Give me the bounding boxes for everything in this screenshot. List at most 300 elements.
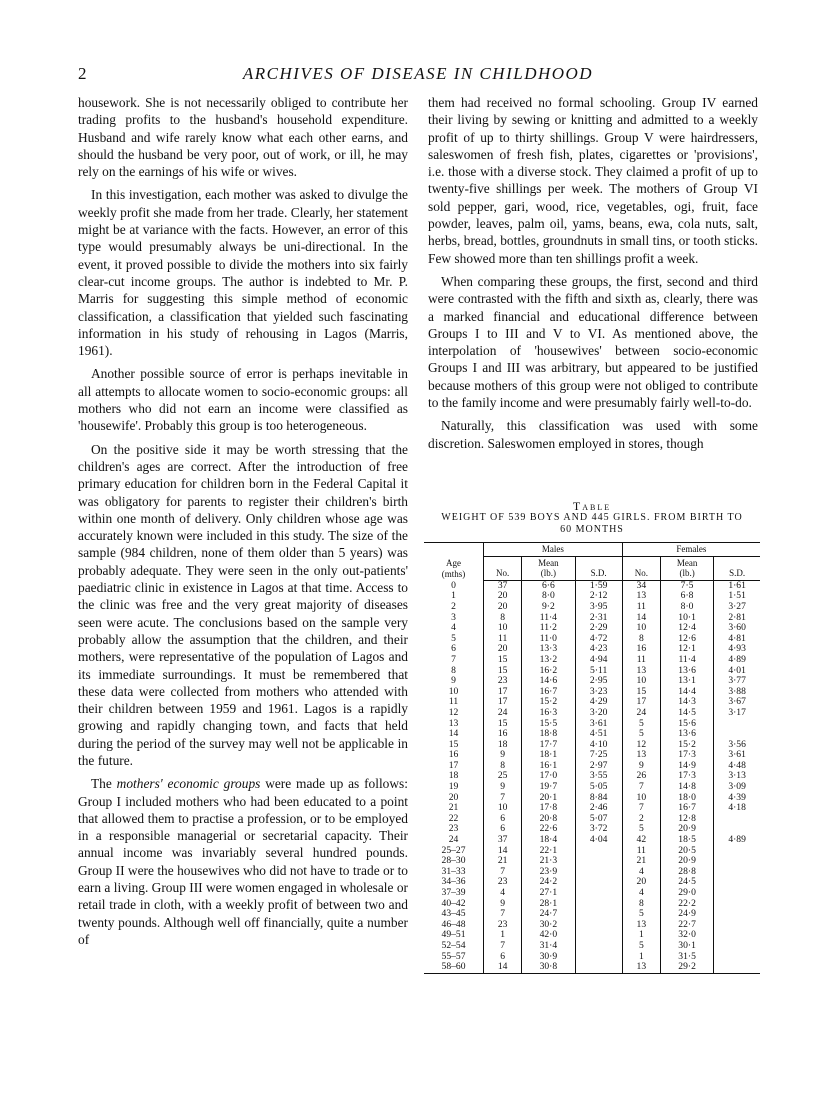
females-mean-cell: 24·9 <box>660 909 713 920</box>
females-no-cell: 7 <box>622 782 660 793</box>
males-mean-cell: 11·2 <box>522 623 575 634</box>
females-sd-cell: 4·01 <box>728 664 746 676</box>
males-sd-cell <box>575 962 622 973</box>
females-no-cell: 11 <box>622 846 660 857</box>
males-header: Males <box>484 543 623 557</box>
age-cell: 1 <box>424 591 484 602</box>
males-no-cell: 18 <box>484 740 522 751</box>
males-mean-cell: 11·0 <box>522 634 575 645</box>
age-cell: 11 <box>424 697 484 708</box>
males-mean-cell: 18·8 <box>522 729 575 740</box>
males-sd-cell: 4·72 <box>575 634 622 645</box>
males-no-cell: 11 <box>484 634 522 645</box>
females-mean-cell: 10·1 <box>660 613 713 624</box>
paragraph: Another possible source of error is perhaps inevitable in all attempts to allocate women to socio-economic groups: all mothers who did not earn an income were classified as 'housewife'. Probably this group is too heterogeneous. <box>78 366 408 434</box>
males-mean-cell: 28·1 <box>522 899 575 910</box>
females-sd-cell <box>714 846 760 857</box>
females-mean-cell: 13·1 <box>660 676 713 687</box>
females-no-cell: 13 <box>622 591 660 602</box>
females-mean-cell: 22·7 <box>660 920 713 931</box>
males-no-cell: 14 <box>484 962 522 973</box>
females-no-cell: 9 <box>622 761 660 772</box>
females-mean-cell: 12·1 <box>660 644 713 655</box>
paragraph <box>78 775 408 948</box>
table-row <box>424 655 760 666</box>
females-mean-cell: 18·0 <box>660 793 713 804</box>
females-no-cell: 15 <box>622 687 660 698</box>
table-row <box>424 930 760 941</box>
females-mean-cell: 17·3 <box>660 771 713 782</box>
males-mean-cell: 15·2 <box>522 697 575 708</box>
females-no-cell: 24 <box>622 708 660 719</box>
males-mean-cell: 19·7 <box>522 782 575 793</box>
females-sd-cell <box>714 814 760 825</box>
males-sd-cell <box>575 846 622 857</box>
females-header: Females <box>622 543 760 557</box>
females-sd-cell: 3·13 <box>728 770 746 782</box>
males-no-cell: 21 <box>484 856 522 867</box>
females-mean-cell: 24·5 <box>660 877 713 888</box>
males-mean-cell: 9·2 <box>522 602 575 613</box>
males-no-cell: 10 <box>484 803 522 814</box>
females-no-cell: 1 <box>622 930 660 941</box>
males-no-cell: 23 <box>484 877 522 888</box>
males-mean-cell: 16·2 <box>522 666 575 677</box>
age-cell: 20 <box>424 793 484 804</box>
males-sd-cell <box>575 877 622 888</box>
males-no-cell: 20 <box>484 644 522 655</box>
males-no-cell: 6 <box>484 814 522 825</box>
table-row <box>424 909 760 920</box>
females-sd-cell <box>714 952 760 963</box>
paragraph: them had received no formal schooling. Group IV earned their living by sewing or knitting and admitted to a weekly profit of up to thirty shillings. Group V were hairdressers, saleswomen of fresh fish, plates, cigarettes or 'provisions', i.e. those with a diverse stock. They claimed a profit of up to twenty-five shillings per week. The mothers of Group VI sold pepper, gari, wood, rice, vegetables, ogi, fruit, face powder, leaves, palm oil, yams, beans, ewa, cola nuts, salt, herbs, bread, bottles, groundnuts in small tins, or tooth sticks. Few showed more than ten shillings profit a week. <box>428 95 758 266</box>
males-no-cell: 15 <box>484 719 522 730</box>
age-cell: 34–36 <box>424 877 484 888</box>
males-sd-cell: 3·95 <box>575 602 622 613</box>
age-cell: 7 <box>424 655 484 666</box>
females-no-cell: 10 <box>622 793 660 804</box>
age-cell: 0 <box>424 580 484 591</box>
table-label: Table <box>572 499 612 513</box>
males-sd-cell: 2·97 <box>575 761 622 772</box>
females-mean-cell: 17·3 <box>660 750 713 761</box>
table-caption-line2: 60 MONTHS <box>560 524 624 535</box>
table-row <box>424 877 760 888</box>
page-header <box>78 64 758 88</box>
males-no-cell: 9 <box>484 899 522 910</box>
table-body <box>424 580 760 973</box>
males-mean-cell: 30·8 <box>522 962 575 973</box>
females-sd-cell: 4·89 <box>728 653 746 665</box>
females-mean-cell: 32·0 <box>660 930 713 941</box>
age-cell: 13 <box>424 719 484 730</box>
females-mean-cell: 20·9 <box>660 824 713 835</box>
males-no-cell: 14 <box>484 846 522 857</box>
age-cell: 15 <box>424 740 484 751</box>
females-no-cell: 5 <box>622 719 660 730</box>
age-cell: 40–42 <box>424 899 484 910</box>
females-mean-cell: 28·8 <box>660 867 713 878</box>
males-mean-cell: 16·7 <box>522 687 575 698</box>
females-sd-cell <box>714 867 760 878</box>
females-no-cell: 8 <box>622 634 660 645</box>
table-row <box>424 920 760 931</box>
age-cell: 24 <box>424 835 484 846</box>
males-sd-cell: 3·20 <box>575 708 622 719</box>
age-header <box>424 543 484 581</box>
females-sd-cell: 3·61 <box>728 749 746 761</box>
females-mean-cell: 12·4 <box>660 623 713 634</box>
females-mean-cell: 20·5 <box>660 846 713 857</box>
males-mean-cell: 13·3 <box>522 644 575 655</box>
males-no-cell: 37 <box>484 835 522 846</box>
females-no-cell: 13 <box>622 750 660 761</box>
males-no-cell: 6 <box>484 824 522 835</box>
females-sd-cell: 3·67 <box>728 696 746 708</box>
females-no-cell: 26 <box>622 771 660 782</box>
males-no-cell: 7 <box>484 909 522 920</box>
females-no-cell: 11 <box>622 602 660 613</box>
females-sd-cell <box>714 856 760 867</box>
females-no-cell: 11 <box>622 655 660 666</box>
males-sd-cell <box>575 888 622 899</box>
females-sd-cell: 1·61 <box>728 579 746 591</box>
females-sd-cell: 3·09 <box>728 781 746 793</box>
males-no-cell: 37 <box>484 580 522 591</box>
table-caption-line1: WEIGHT OF 539 BOYS AND 445 GIRLS. FROM BIRTH TO <box>441 512 743 523</box>
females-no-cell: 21 <box>622 856 660 867</box>
males-no-cell: 15 <box>484 655 522 666</box>
males-mean-cell: 22·1 <box>522 846 575 857</box>
females-no-cell: 1 <box>622 952 660 963</box>
males-mean-cell: 30·9 <box>522 952 575 963</box>
males-no-cell: 9 <box>484 750 522 761</box>
males-mean-cell: 20·1 <box>522 793 575 804</box>
females-mean-cell: 12·6 <box>660 634 713 645</box>
table-row <box>424 867 760 878</box>
paragraph: housework. She is not necessarily obliged to contribute her trading profits to the husband's household expenditure. Husband and wife rarely know what each other earns, and should the husband be very poor, out of work, or ill, he may rely on the earnings of his wife or wives. <box>78 95 408 180</box>
males-sd-cell <box>575 930 622 941</box>
males-no-cell: 1 <box>484 930 522 941</box>
age-cell: 21 <box>424 803 484 814</box>
males-sd-cell: 2·31 <box>575 613 622 624</box>
right-column <box>428 94 758 458</box>
males-no-cell: 9 <box>484 782 522 793</box>
females-sd-header: S.D. <box>714 556 760 580</box>
females-mean-cell: 29·0 <box>660 888 713 899</box>
females-mean-cell: 31·5 <box>660 952 713 963</box>
females-no-cell: 5 <box>622 729 660 740</box>
females-mean-cell: 16·7 <box>660 803 713 814</box>
males-no-cell: 23 <box>484 920 522 931</box>
age-cell: 25–27 <box>424 846 484 857</box>
males-mean-cell: 18·4 <box>522 835 575 846</box>
males-mean-cell: 31·4 <box>522 941 575 952</box>
females-mean-cell: 7·5 <box>660 580 713 591</box>
males-sd-cell: 3·61 <box>575 719 622 730</box>
females-mean-cell: 14·5 <box>660 708 713 719</box>
males-no-cell: 17 <box>484 697 522 708</box>
males-sd-cell: 1·59 <box>575 580 622 591</box>
males-sd-cell: 5·05 <box>575 782 622 793</box>
males-sd-header: S.D. <box>575 556 622 580</box>
paragraph: On the positive side it may be worth stressing that the children's ages are correct. After the introduction of free primary education for children born in the Federal Capital it was obligatory for parents to register their children's birth within one month of delivery. Only children whose age was accurately known were included in this study. The size of the sample (984 children, none of them older than 5 years) was probably adequate. They were seen in the only out-patients' paediatric clinic in existence in Lagos at that time. Access to the clinic was free and the very great majority of diseases seen were acute. The conclusions based on the sample very probably allow the assumption that the children, and their mothers, were representative of the population of Lagos and its immediate surroundings. It must be remembered that these data were collected from mothers who attended with their children between 1959 and 1961. Lagos is a rapidly growing and rapidly changing town, and facts that held during the period of the survey may well not be applicable in the future. <box>78 441 408 768</box>
table-row <box>424 962 760 973</box>
journal-title: ARCHIVES OF DISEASE IN CHILDHOOD <box>242 64 594 83</box>
males-sd-cell: 4·23 <box>575 644 622 655</box>
males-sd-cell: 2·95 <box>575 676 622 687</box>
paragraph-lead: The <box>91 776 117 792</box>
females-mean-cell: 12·8 <box>660 814 713 825</box>
age-cell: 23 <box>424 824 484 835</box>
table-row <box>424 888 760 899</box>
females-sd-cell: 3·77 <box>728 675 746 687</box>
age-cell: 2 <box>424 602 484 613</box>
mean-unit: (lb.) <box>679 568 695 579</box>
females-mean-cell: 14·9 <box>660 761 713 772</box>
table-row <box>424 856 760 867</box>
age-cell: 12 <box>424 708 484 719</box>
age-header-label: Age <box>446 558 462 569</box>
males-no-cell: 25 <box>484 771 522 782</box>
females-mean-cell: 13·6 <box>660 729 713 740</box>
females-mean-cell: 14·8 <box>660 782 713 793</box>
age-cell: 3 <box>424 613 484 624</box>
weight-table <box>424 500 760 974</box>
males-no-cell: 8 <box>484 761 522 772</box>
age-cell: 14 <box>424 729 484 740</box>
males-sd-cell <box>575 909 622 920</box>
age-cell: 58–60 <box>424 962 484 973</box>
table-row <box>424 846 760 857</box>
females-no-cell: 2 <box>622 814 660 825</box>
males-sd-cell: 5·07 <box>575 814 622 825</box>
males-no-cell: 7 <box>484 941 522 952</box>
paragraph-italic: mothers' economic groups <box>116 776 261 792</box>
age-cell: 10 <box>424 687 484 698</box>
males-sd-cell <box>575 952 622 963</box>
left-column <box>78 94 408 954</box>
females-mean-cell: 18·5 <box>660 835 713 846</box>
males-mean-cell: 14·6 <box>522 676 575 687</box>
males-sd-cell <box>575 899 622 910</box>
age-cell: 4 <box>424 623 484 634</box>
males-mean-cell: 17·8 <box>522 803 575 814</box>
females-no-cell: 20 <box>622 877 660 888</box>
females-sd-cell: 4·81 <box>728 632 746 644</box>
males-no-cell: 20 <box>484 602 522 613</box>
males-sd-cell: 2·29 <box>575 623 622 634</box>
females-no-cell: 13 <box>622 962 660 973</box>
males-sd-cell: 4·51 <box>575 729 622 740</box>
females-no-cell: 34 <box>622 580 660 591</box>
males-sd-cell <box>575 920 622 931</box>
age-cell: 5 <box>424 634 484 645</box>
females-sd-cell <box>714 719 760 730</box>
females-no-cell: 17 <box>622 697 660 708</box>
males-sd-cell: 4·10 <box>575 740 622 751</box>
age-cell: 22 <box>424 814 484 825</box>
males-mean-cell: 13·2 <box>522 655 575 666</box>
males-sd-cell: 4·04 <box>575 835 622 846</box>
males-mean-cell: 24·2 <box>522 877 575 888</box>
females-sd-cell: 4·89 <box>728 834 746 846</box>
males-mean-cell: 17·0 <box>522 771 575 782</box>
females-sd-cell <box>714 909 760 920</box>
page-number: 2 <box>78 64 87 83</box>
males-sd-cell: 2·12 <box>575 591 622 602</box>
females-no-cell: 7 <box>622 803 660 814</box>
males-mean-cell: 30·2 <box>522 920 575 931</box>
males-no-cell: 23 <box>484 676 522 687</box>
males-mean-cell: 17·7 <box>522 740 575 751</box>
females-sd-cell: 3·56 <box>728 738 746 750</box>
females-no-cell: 5 <box>622 941 660 952</box>
males-no-cell: 10 <box>484 623 522 634</box>
paragraph: When comparing these groups, the first, second and third were contrasted with the fifth and sixth as, clearly, there was a marked financial and educational difference between Groups I to III and V to VI. As mentioned above, the interpolation of 'housewives' between socio-economic Groups I and III was arbitrary, but appeared to be justified because mothers of this group were not obliged to contribute to the family income and were presumably fairly well-to-do. <box>428 273 758 411</box>
females-mean-cell: 15·2 <box>660 740 713 751</box>
males-mean-cell: 23·9 <box>522 867 575 878</box>
males-mean-header <box>522 556 575 580</box>
females-no-cell: 13 <box>622 920 660 931</box>
males-sd-cell: 4·94 <box>575 655 622 666</box>
males-no-cell: 8 <box>484 613 522 624</box>
table-row <box>424 899 760 910</box>
females-no-cell: 5 <box>622 824 660 835</box>
age-cell: 28–30 <box>424 856 484 867</box>
females-sd-cell: 3·60 <box>728 622 746 634</box>
males-sd-cell: 4·29 <box>575 697 622 708</box>
males-mean-cell: 42·0 <box>522 930 575 941</box>
table-row <box>424 941 760 952</box>
females-no-cell: 4 <box>622 867 660 878</box>
females-no-cell: 10 <box>622 676 660 687</box>
males-mean-cell: 27·1 <box>522 888 575 899</box>
females-mean-cell: 8·0 <box>660 602 713 613</box>
age-cell: 17 <box>424 761 484 772</box>
males-mean-cell: 24·7 <box>522 909 575 920</box>
table-caption <box>424 500 760 536</box>
males-mean-cell: 16·3 <box>522 708 575 719</box>
age-cell: 52–54 <box>424 941 484 952</box>
females-sd-cell <box>714 930 760 941</box>
mean-unit: (lb.) <box>540 568 556 579</box>
males-sd-cell: 7·25 <box>575 750 622 761</box>
females-no-cell: 12 <box>622 740 660 751</box>
age-cell: 49–51 <box>424 930 484 941</box>
females-no-cell: 13 <box>622 666 660 677</box>
males-sd-cell: 3·23 <box>575 687 622 698</box>
females-no-cell: 5 <box>622 909 660 920</box>
paragraph-rest: were made up as follows: Group I included mothers who had been educated to a point that allowed them to practise a profession, or to be employed in a responsible managerial or secretarial capacity. Their annual income was invariably several hundred pounds. Group II were the housewives who did not have to trade or to earn a living. Group III were women engaged in wholesale or retail trade in cloth, with a weekly profit of between two and twenty pounds. Although well off financially, quite a number of <box>78 776 408 947</box>
females-sd-cell: 2·81 <box>728 611 746 623</box>
females-mean-cell: 13·6 <box>660 666 713 677</box>
males-no-cell: 7 <box>484 793 522 804</box>
table-row <box>424 835 760 846</box>
males-no-cell: 17 <box>484 687 522 698</box>
females-sd-cell: 4·93 <box>728 643 746 655</box>
males-mean-cell: 8·0 <box>522 591 575 602</box>
paragraph: Naturally, this classification was used with some discretion. Saleswomen employed in stores, though <box>428 418 758 451</box>
age-cell: 19 <box>424 782 484 793</box>
males-no-header: No. <box>484 556 522 580</box>
females-mean-cell: 30·1 <box>660 941 713 952</box>
females-no-cell: 4 <box>622 888 660 899</box>
females-no-header: No. <box>622 556 660 580</box>
males-sd-cell: 3·72 <box>575 824 622 835</box>
age-cell: 37–39 <box>424 888 484 899</box>
females-mean-cell: 6·8 <box>660 591 713 602</box>
females-sd-cell: 3·17 <box>728 706 746 718</box>
males-sd-cell <box>575 941 622 952</box>
females-mean-cell: 29·2 <box>660 962 713 973</box>
females-mean-cell: 22·2 <box>660 899 713 910</box>
females-sd-cell <box>714 888 760 899</box>
paragraph: In this investigation, each mother was asked to divulge the weekly profit she made from her trade. Clearly, her statement might be at variance with the facts. However, an error of this type would presumably always be uni-directional. In the event, it proved possible to divide the mothers into six fairly clear-cut income groups. The author is indebted to Mr. P. Marris for suggesting this simple method of economic classification, a classification that yielded such fascinating information in his study of rehousing in Lagos (Marris, 1961). <box>78 187 408 359</box>
males-sd-cell <box>575 856 622 867</box>
males-mean-cell: 6·6 <box>522 580 575 591</box>
females-no-cell: 10 <box>622 623 660 634</box>
females-mean-cell: 11·4 <box>660 655 713 666</box>
males-no-cell: 4 <box>484 888 522 899</box>
mean-label: Mean <box>676 557 698 568</box>
females-sd-cell: 4·39 <box>728 791 746 803</box>
females-mean-cell: 20·9 <box>660 856 713 867</box>
males-mean-cell: 16·1 <box>522 761 575 772</box>
age-cell: 16 <box>424 750 484 761</box>
table-row <box>424 952 760 963</box>
age-cell: 8 <box>424 666 484 677</box>
females-mean-cell: 14·4 <box>660 687 713 698</box>
males-no-cell: 15 <box>484 666 522 677</box>
age-cell: 18 <box>424 771 484 782</box>
females-sd-cell <box>714 877 760 888</box>
age-cell: 46–48 <box>424 920 484 931</box>
females-sd-cell: 3·27 <box>728 600 746 612</box>
age-cell: 9 <box>424 676 484 687</box>
males-mean-cell: 15·5 <box>522 719 575 730</box>
data-table <box>424 542 760 974</box>
males-mean-cell: 20·8 <box>522 814 575 825</box>
females-sd-cell <box>714 941 760 952</box>
females-no-cell: 14 <box>622 613 660 624</box>
table-row <box>424 602 760 613</box>
males-sd-cell <box>575 867 622 878</box>
age-cell: 43–45 <box>424 909 484 920</box>
males-mean-cell: 11·4 <box>522 613 575 624</box>
males-mean-cell: 22·6 <box>522 824 575 835</box>
females-sd-cell: 3·88 <box>728 685 746 697</box>
males-no-cell: 16 <box>484 729 522 740</box>
males-no-cell: 7 <box>484 867 522 878</box>
males-sd-cell: 3·55 <box>575 771 622 782</box>
males-sd-cell: 2·46 <box>575 803 622 814</box>
females-mean-cell: 15·6 <box>660 719 713 730</box>
females-sd-cell <box>714 920 760 931</box>
males-no-cell: 24 <box>484 708 522 719</box>
females-sd-cell <box>714 962 760 973</box>
females-no-cell: 42 <box>622 835 660 846</box>
females-sd-cell: 4·48 <box>728 759 746 771</box>
age-cell: 31–33 <box>424 867 484 878</box>
females-no-cell: 8 <box>622 899 660 910</box>
females-no-cell: 16 <box>622 644 660 655</box>
males-mean-cell: 21·3 <box>522 856 575 867</box>
table-row <box>424 708 760 719</box>
males-mean-cell: 18·1 <box>522 750 575 761</box>
males-sd-cell: 8·84 <box>575 793 622 804</box>
age-cell: 55–57 <box>424 952 484 963</box>
